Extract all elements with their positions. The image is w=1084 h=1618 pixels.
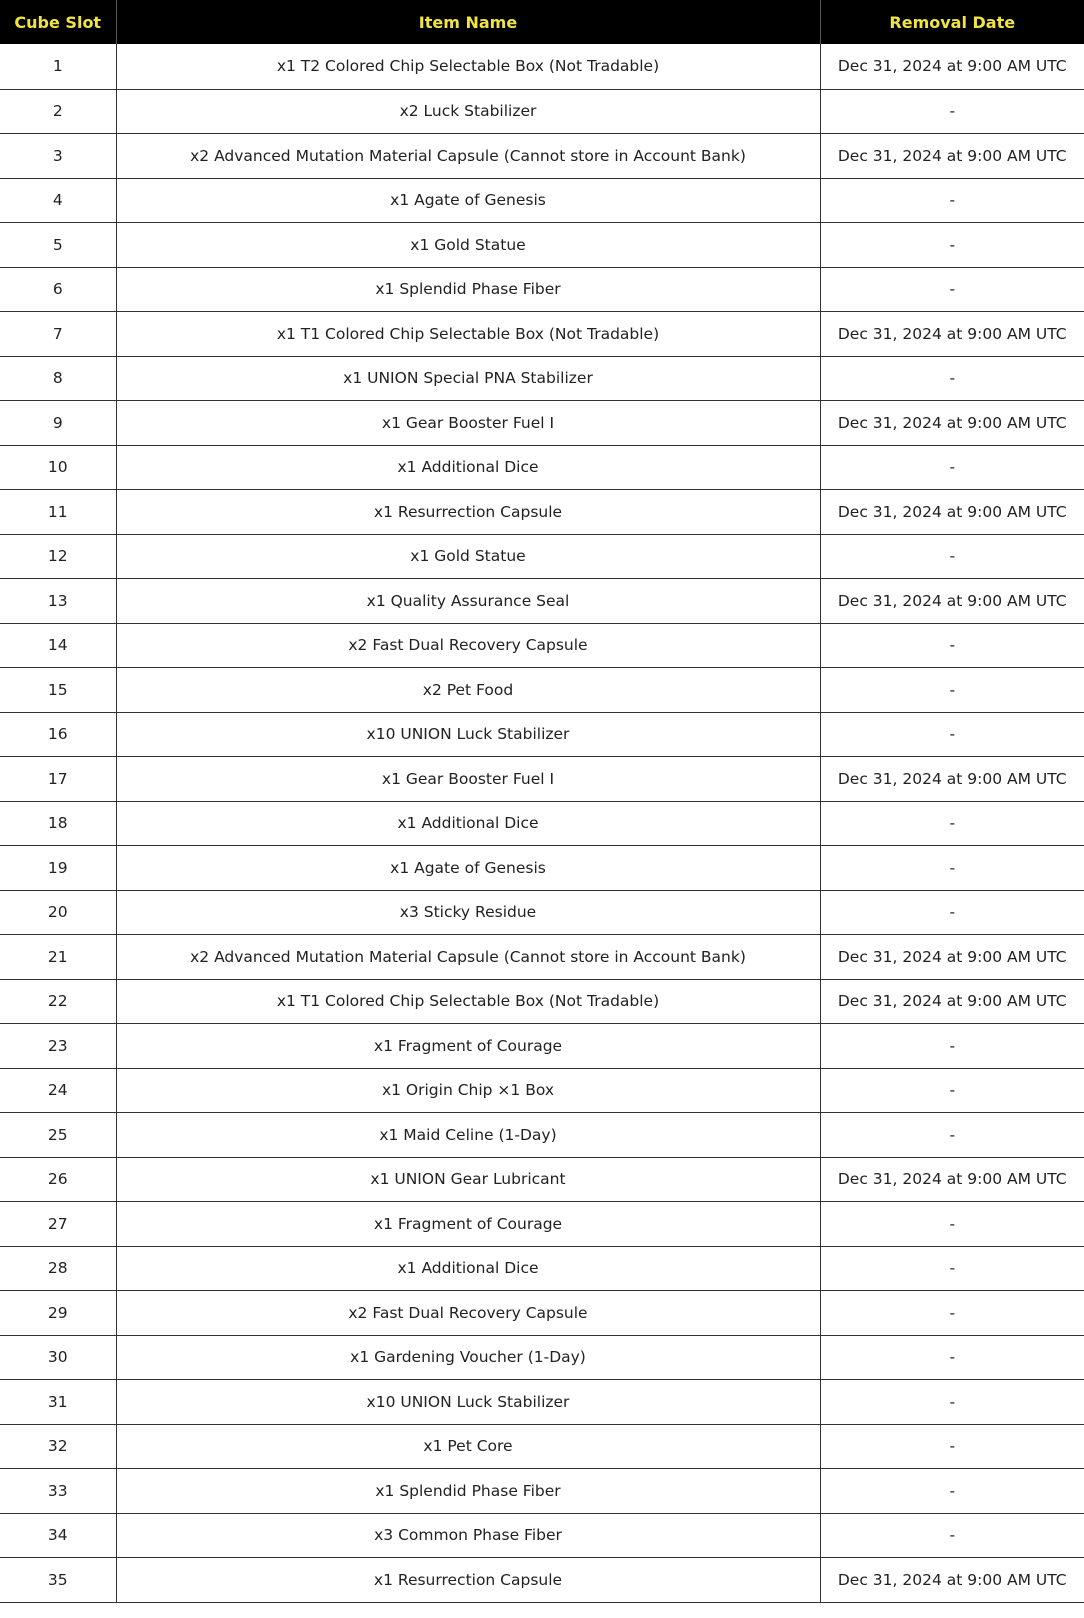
item-name-cell: x2 Luck Stabilizer — [116, 89, 820, 133]
removal-date-cell: Dec 31, 2024 at 9:00 AM UTC — [820, 578, 1084, 623]
table-row — [0, 1290, 1084, 1335]
item-name-cell: x1 UNION Gear Lubricant — [116, 1157, 820, 1201]
cube-slot-cell: 23 — [0, 1023, 116, 1068]
table-row — [0, 623, 1084, 667]
item-name-cell: x2 Advanced Mutation Material Capsule (Cannot store in Account Bank) — [116, 934, 820, 979]
table-row — [0, 44, 1084, 89]
item-name-cell: x2 Pet Food — [116, 667, 820, 712]
table-row — [0, 445, 1084, 489]
table-row — [0, 845, 1084, 890]
table-row — [0, 400, 1084, 445]
item-name-cell: x1 Agate of Genesis — [116, 845, 820, 890]
item-name-cell: x1 Resurrection Capsule — [116, 1557, 820, 1602]
cube-slot-cell: 7 — [0, 311, 116, 356]
item-name-cell: x2 Fast Dual Recovery Capsule — [116, 1290, 820, 1335]
cube-slot-cell: 18 — [0, 801, 116, 845]
table-row — [0, 712, 1084, 756]
table-row — [0, 1557, 1084, 1602]
item-name-cell: x1 Additional Dice — [116, 445, 820, 489]
cube-slot-cell: 11 — [0, 489, 116, 534]
removal-date-cell: - — [820, 801, 1084, 845]
cube-slot-cell: 13 — [0, 578, 116, 623]
cube-slot-cell: 4 — [0, 178, 116, 222]
table-row — [0, 311, 1084, 356]
table-row — [0, 934, 1084, 979]
cube-slot-cell: 16 — [0, 712, 116, 756]
cube-slot-cell: 34 — [0, 1513, 116, 1557]
cube-slot-cell: 21 — [0, 934, 116, 979]
cube-slot-cell: 12 — [0, 534, 116, 578]
cube-slot-cell: 14 — [0, 623, 116, 667]
cube-slot-cell: 2 — [0, 89, 116, 133]
cube-slot-cell: 20 — [0, 890, 116, 934]
cube-slot-cell: 25 — [0, 1112, 116, 1157]
removal-date-cell: Dec 31, 2024 at 9:00 AM UTC — [820, 756, 1084, 801]
removal-date-cell: Dec 31, 2024 at 9:00 AM UTC — [820, 1157, 1084, 1201]
item-name-cell: x10 UNION Luck Stabilizer — [116, 712, 820, 756]
table-body — [0, 44, 1084, 1602]
item-name-cell: x1 Agate of Genesis — [116, 178, 820, 222]
header-cube-slot: Cube Slot — [0, 0, 116, 44]
removal-date-cell: - — [820, 845, 1084, 890]
removal-date-cell: - — [820, 222, 1084, 267]
cube-slot-cell: 29 — [0, 1290, 116, 1335]
removal-date-cell: - — [820, 89, 1084, 133]
cube-slot-cell: 15 — [0, 667, 116, 712]
removal-date-cell: - — [820, 356, 1084, 400]
removal-date-cell: - — [820, 445, 1084, 489]
cube-slot-cell: 30 — [0, 1335, 116, 1379]
item-name-cell: x1 Additional Dice — [116, 1246, 820, 1290]
removal-date-cell: - — [820, 667, 1084, 712]
table-row — [0, 1424, 1084, 1468]
removal-date-cell: - — [820, 1335, 1084, 1379]
table-row — [0, 1335, 1084, 1379]
item-name-cell: x1 Quality Assurance Seal — [116, 578, 820, 623]
removal-date-cell: - — [820, 1513, 1084, 1557]
table-row — [0, 1023, 1084, 1068]
removal-date-cell: Dec 31, 2024 at 9:00 AM UTC — [820, 979, 1084, 1023]
item-name-cell: x1 Resurrection Capsule — [116, 489, 820, 534]
removal-date-cell: - — [820, 1290, 1084, 1335]
item-name-cell: x1 T1 Colored Chip Selectable Box (Not Tradable) — [116, 311, 820, 356]
cube-slot-cell: 5 — [0, 222, 116, 267]
item-name-cell: x1 Maid Celine (1-Day) — [116, 1112, 820, 1157]
cube-slot-cell: 35 — [0, 1557, 116, 1602]
removal-date-cell: - — [820, 534, 1084, 578]
item-name-cell: x1 Gold Statue — [116, 222, 820, 267]
table-row — [0, 801, 1084, 845]
item-name-cell: x1 Gold Statue — [116, 534, 820, 578]
table-header — [0, 0, 1084, 44]
table-row — [0, 534, 1084, 578]
table-row — [0, 1379, 1084, 1424]
removal-date-cell: - — [820, 1424, 1084, 1468]
cube-slot-cell: 26 — [0, 1157, 116, 1201]
item-name-cell: x1 Gear Booster Fuel I — [116, 400, 820, 445]
item-name-cell: x1 Pet Core — [116, 1424, 820, 1468]
item-name-cell: x1 Gardening Voucher (1-Day) — [116, 1335, 820, 1379]
item-name-cell: x2 Fast Dual Recovery Capsule — [116, 623, 820, 667]
removal-date-cell: Dec 31, 2024 at 9:00 AM UTC — [820, 133, 1084, 178]
table-row — [0, 1513, 1084, 1557]
removal-date-cell: - — [820, 267, 1084, 311]
cube-slot-cell: 17 — [0, 756, 116, 801]
cube-slot-cell: 32 — [0, 1424, 116, 1468]
table-row — [0, 979, 1084, 1023]
item-name-cell: x1 Gear Booster Fuel I — [116, 756, 820, 801]
table-row — [0, 89, 1084, 133]
removal-date-cell: Dec 31, 2024 at 9:00 AM UTC — [820, 934, 1084, 979]
item-name-cell: x1 UNION Special PNA Stabilizer — [116, 356, 820, 400]
cube-slot-cell: 10 — [0, 445, 116, 489]
cube-slot-cell: 22 — [0, 979, 116, 1023]
item-name-cell: x1 T1 Colored Chip Selectable Box (Not Tradable) — [116, 979, 820, 1023]
cube-slot-cell: 28 — [0, 1246, 116, 1290]
item-name-cell: x1 Splendid Phase Fiber — [116, 267, 820, 311]
table-row — [0, 178, 1084, 222]
cube-slot-cell: 1 — [0, 44, 116, 89]
removal-date-cell: - — [820, 712, 1084, 756]
removal-date-cell: Dec 31, 2024 at 9:00 AM UTC — [820, 400, 1084, 445]
cube-slot-cell: 8 — [0, 356, 116, 400]
removal-date-cell: - — [820, 890, 1084, 934]
table-row — [0, 1246, 1084, 1290]
table-row — [0, 1201, 1084, 1246]
removal-date-cell: Dec 31, 2024 at 9:00 AM UTC — [820, 44, 1084, 89]
removal-date-cell: - — [820, 1201, 1084, 1246]
cube-slot-cell: 9 — [0, 400, 116, 445]
table-row — [0, 133, 1084, 178]
removal-date-cell: Dec 31, 2024 at 9:00 AM UTC — [820, 1557, 1084, 1602]
removal-date-cell: - — [820, 1468, 1084, 1513]
removal-date-cell: Dec 31, 2024 at 9:00 AM UTC — [820, 311, 1084, 356]
table-row — [0, 1157, 1084, 1201]
item-name-cell: x3 Sticky Residue — [116, 890, 820, 934]
item-name-cell: x1 Splendid Phase Fiber — [116, 1468, 820, 1513]
table-row — [0, 756, 1084, 801]
removal-date-cell: - — [820, 1379, 1084, 1424]
removal-date-cell: - — [820, 1112, 1084, 1157]
cube-slot-cell: 19 — [0, 845, 116, 890]
table-row — [0, 667, 1084, 712]
removal-date-cell: - — [820, 1023, 1084, 1068]
cube-slot-cell: 31 — [0, 1379, 116, 1424]
header-removal-date: Removal Date — [820, 0, 1084, 44]
item-name-cell: x1 Origin Chip ×1 Box — [116, 1068, 820, 1112]
item-name-cell: x1 T2 Colored Chip Selectable Box (Not Tradable) — [116, 44, 820, 89]
cube-slot-cell: 3 — [0, 133, 116, 178]
removal-date-cell: - — [820, 1068, 1084, 1112]
cube-slot-cell: 6 — [0, 267, 116, 311]
item-name-cell: x3 Common Phase Fiber — [116, 1513, 820, 1557]
header-row — [0, 0, 1084, 44]
item-name-cell: x2 Advanced Mutation Material Capsule (Cannot store in Account Bank) — [116, 133, 820, 178]
removal-date-cell: Dec 31, 2024 at 9:00 AM UTC — [820, 489, 1084, 534]
table-row — [0, 267, 1084, 311]
table-row — [0, 890, 1084, 934]
item-name-cell: x1 Additional Dice — [116, 801, 820, 845]
cube-slot-cell: 24 — [0, 1068, 116, 1112]
table-row — [0, 222, 1084, 267]
item-name-cell: x1 Fragment of Courage — [116, 1023, 820, 1068]
table-row — [0, 578, 1084, 623]
table-row — [0, 1468, 1084, 1513]
cube-slot-cell: 33 — [0, 1468, 116, 1513]
table-row — [0, 1112, 1084, 1157]
table-row — [0, 1068, 1084, 1112]
header-item-name: Item Name — [116, 0, 820, 44]
removal-date-cell: - — [820, 178, 1084, 222]
item-name-cell: x10 UNION Luck Stabilizer — [116, 1379, 820, 1424]
removal-date-cell: - — [820, 1246, 1084, 1290]
table-row — [0, 356, 1084, 400]
cube-slot-cell: 27 — [0, 1201, 116, 1246]
item-name-cell: x1 Fragment of Courage — [116, 1201, 820, 1246]
table-row — [0, 489, 1084, 534]
removal-date-cell: - — [820, 623, 1084, 667]
